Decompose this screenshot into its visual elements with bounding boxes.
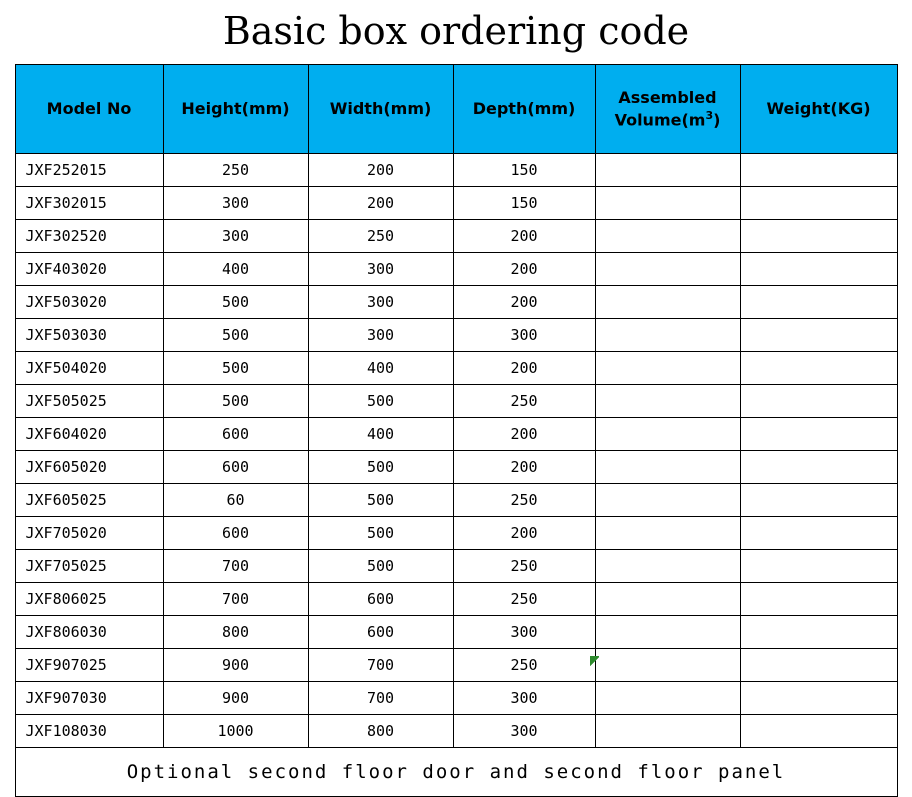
cell-depth: 200	[453, 418, 595, 451]
cell-model-no: JXF907025	[15, 649, 163, 682]
cell-weight	[740, 418, 897, 451]
cell-depth: 250	[453, 649, 595, 682]
cell-height: 600	[163, 418, 308, 451]
cell-assembled-volume	[595, 715, 740, 748]
cell-assembled-volume	[595, 616, 740, 649]
table-row	[15, 517, 897, 550]
cell-model-no: JXF806030	[15, 616, 163, 649]
table-row	[15, 649, 897, 682]
cell-height: 400	[163, 253, 308, 286]
cell-assembled-volume	[595, 187, 740, 220]
cell-model-no: JXF705020	[15, 517, 163, 550]
table-row	[15, 352, 897, 385]
cell-height: 500	[163, 286, 308, 319]
cell-assembled-volume	[595, 418, 740, 451]
cell-height: 500	[163, 385, 308, 418]
cell-assembled-volume	[595, 154, 740, 187]
cell-assembled-volume	[595, 484, 740, 517]
cell-height: 60	[163, 484, 308, 517]
cell-width: 200	[308, 187, 453, 220]
column-header-height: Height(mm)	[163, 65, 308, 154]
cell-model-no: JXF108030	[15, 715, 163, 748]
cell-model-no: JXF302520	[15, 220, 163, 253]
cell-weight	[740, 451, 897, 484]
table-footer	[15, 748, 897, 797]
footer-note: Optional second floor door and second floor panel	[15, 748, 897, 797]
table-row	[15, 715, 897, 748]
cell-assembled-volume	[595, 583, 740, 616]
cell-model-no: JXF403020	[15, 253, 163, 286]
cell-height: 300	[163, 187, 308, 220]
ordering-code-table	[15, 64, 898, 797]
cell-height: 500	[163, 319, 308, 352]
cell-width: 800	[308, 715, 453, 748]
cell-assembled-volume	[595, 550, 740, 583]
cell-weight	[740, 715, 897, 748]
cell-depth: 200	[453, 253, 595, 286]
cell-weight	[740, 253, 897, 286]
cell-depth: 150	[453, 154, 595, 187]
column-header-depth: Depth(mm)	[453, 65, 595, 154]
cell-height: 1000	[163, 715, 308, 748]
table-row	[15, 286, 897, 319]
volume-header-line2-suffix: )	[713, 110, 721, 130]
cell-model-no: JXF505025	[15, 385, 163, 418]
cell-weight	[740, 484, 897, 517]
cell-width: 700	[308, 649, 453, 682]
cell-width: 300	[308, 253, 453, 286]
cell-weight	[740, 682, 897, 715]
table-row	[15, 418, 897, 451]
cell-depth: 200	[453, 286, 595, 319]
cell-height: 250	[163, 154, 308, 187]
table-header-row	[15, 65, 897, 154]
cell-height: 700	[163, 550, 308, 583]
table-row	[15, 682, 897, 715]
cell-weight	[740, 649, 897, 682]
cell-model-no: JXF907030	[15, 682, 163, 715]
cell-width: 600	[308, 583, 453, 616]
cell-width: 400	[308, 418, 453, 451]
cell-depth: 150	[453, 187, 595, 220]
column-header-weight: Weight(KG)	[740, 65, 897, 154]
cell-assembled-volume	[595, 220, 740, 253]
cell-width: 700	[308, 682, 453, 715]
cell-height: 900	[163, 682, 308, 715]
cell-weight	[740, 319, 897, 352]
cell-width: 500	[308, 517, 453, 550]
cell-height: 700	[163, 583, 308, 616]
cell-model-no: JXF302015	[15, 187, 163, 220]
cell-depth: 300	[453, 682, 595, 715]
cell-depth: 200	[453, 517, 595, 550]
cell-width: 300	[308, 286, 453, 319]
cell-model-no: JXF252015	[15, 154, 163, 187]
cell-weight	[740, 616, 897, 649]
cell-depth: 250	[453, 484, 595, 517]
cell-weight	[740, 352, 897, 385]
cell-weight	[740, 385, 897, 418]
cell-width: 400	[308, 352, 453, 385]
cell-weight	[740, 583, 897, 616]
cell-width: 300	[308, 319, 453, 352]
table-row	[15, 616, 897, 649]
cell-model-no: JXF605020	[15, 451, 163, 484]
cell-depth: 250	[453, 385, 595, 418]
cell-model-no: JXF503020	[15, 286, 163, 319]
volume-header-line1: Assembled	[618, 88, 717, 108]
table-row	[15, 319, 897, 352]
cell-depth: 200	[453, 352, 595, 385]
cell-assembled-volume	[595, 649, 740, 682]
table-row	[15, 550, 897, 583]
page-title: Basic box ordering code	[222, 9, 690, 53]
cell-assembled-volume	[595, 517, 740, 550]
cell-model-no: JXF705025	[15, 550, 163, 583]
cell-depth: 300	[453, 616, 595, 649]
table-row	[15, 451, 897, 484]
cell-width: 250	[308, 220, 453, 253]
cell-width: 500	[308, 550, 453, 583]
column-header-width: Width(mm)	[308, 65, 453, 154]
table-row	[15, 583, 897, 616]
cell-model-no: JXF604020	[15, 418, 163, 451]
cell-weight	[740, 550, 897, 583]
cell-assembled-volume	[595, 352, 740, 385]
cell-model-no: JXF504020	[15, 352, 163, 385]
cell-depth: 200	[453, 220, 595, 253]
cell-model-no: JXF806025	[15, 583, 163, 616]
table-row	[15, 484, 897, 517]
cell-width: 200	[308, 154, 453, 187]
cell-depth: 250	[453, 550, 595, 583]
cell-model-no: JXF605025	[15, 484, 163, 517]
cell-width: 500	[308, 451, 453, 484]
cell-weight	[740, 286, 897, 319]
cell-assembled-volume	[595, 286, 740, 319]
cell-height: 300	[163, 220, 308, 253]
cell-depth: 300	[453, 715, 595, 748]
cell-weight	[740, 187, 897, 220]
cell-height: 800	[163, 616, 308, 649]
table-row	[15, 187, 897, 220]
table-row	[15, 385, 897, 418]
table-body	[15, 154, 897, 748]
cell-model-no: JXF503030	[15, 319, 163, 352]
cell-assembled-volume	[595, 385, 740, 418]
cell-height: 600	[163, 451, 308, 484]
volume-header-line2-prefix: Volume(m	[614, 110, 706, 130]
cell-width: 600	[308, 616, 453, 649]
table-row	[15, 154, 897, 187]
table-row	[15, 253, 897, 286]
column-header-assembled-volume	[595, 65, 740, 154]
cell-height: 600	[163, 517, 308, 550]
cell-weight	[740, 220, 897, 253]
cell-depth: 250	[453, 583, 595, 616]
cell-depth: 300	[453, 319, 595, 352]
volume-header-exponent: 3	[705, 108, 714, 122]
table-footer-row	[15, 748, 897, 797]
cell-depth: 200	[453, 451, 595, 484]
table-header	[15, 65, 897, 154]
cell-weight	[740, 154, 897, 187]
cell-height: 500	[163, 352, 308, 385]
cell-width: 500	[308, 385, 453, 418]
cell-assembled-volume	[595, 319, 740, 352]
column-header-model-no: Model No	[15, 65, 163, 154]
cell-weight	[740, 517, 897, 550]
cell-assembled-volume	[595, 682, 740, 715]
cell-assembled-volume	[595, 253, 740, 286]
table-row	[15, 220, 897, 253]
cell-assembled-volume	[595, 451, 740, 484]
cell-width: 500	[308, 484, 453, 517]
cell-height: 900	[163, 649, 308, 682]
